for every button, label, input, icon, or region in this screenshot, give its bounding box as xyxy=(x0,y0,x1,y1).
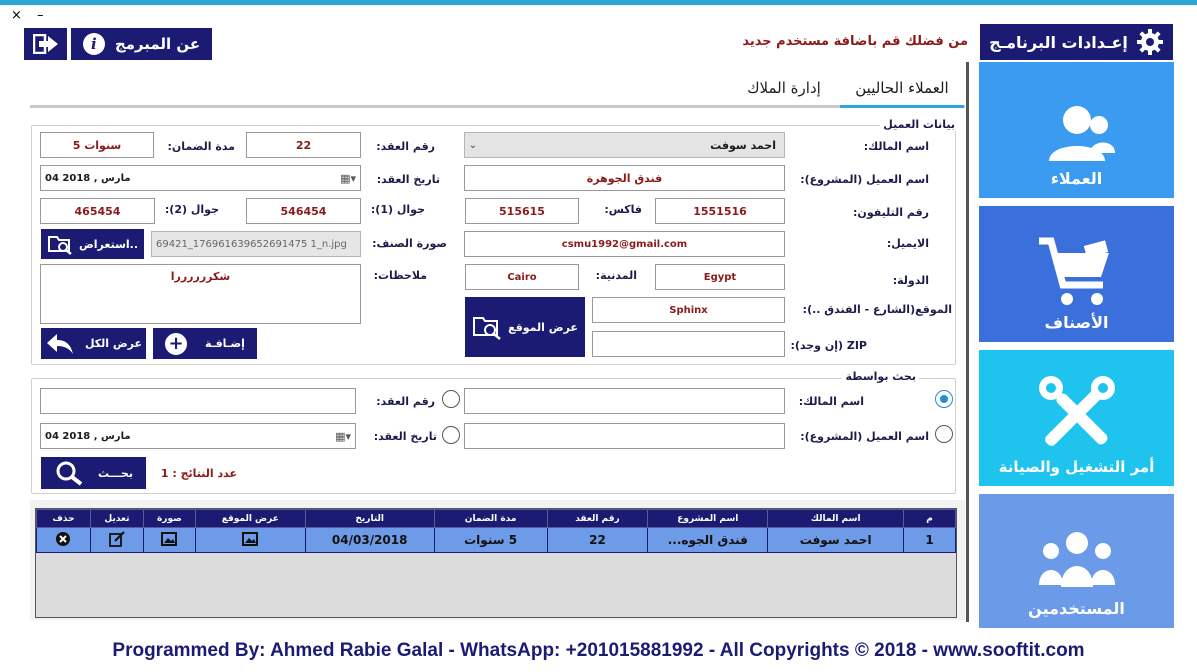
cell-show-location[interactable] xyxy=(195,528,305,553)
table-header-row xyxy=(37,510,956,528)
close-button[interactable]: × xyxy=(11,8,22,23)
mobile1-field[interactable]: 546454 xyxy=(246,198,361,224)
tab-owners[interactable]: إدارة الملاك xyxy=(747,79,821,97)
country-label: الدولة: xyxy=(892,274,929,287)
col-header-contract: رقم العقد xyxy=(547,510,648,528)
picture-icon xyxy=(242,532,258,546)
picture-icon xyxy=(161,532,177,546)
sidebar-divider xyxy=(966,62,969,622)
search-owner-label: اسم المالك: xyxy=(798,395,864,408)
country-field[interactable]: Egypt xyxy=(655,264,785,290)
undo-arrow-icon xyxy=(45,332,75,356)
col-header-warranty: مدة الضمان xyxy=(434,510,547,528)
contract-date-value: 04 مارس , 2018 xyxy=(45,172,131,184)
plus-icon: + xyxy=(165,333,187,355)
cell-edit[interactable] xyxy=(90,528,143,553)
add-label: إضـافـة xyxy=(205,337,245,350)
title-bar-accent xyxy=(0,0,1197,5)
project-field[interactable]: فندق الجوهرة xyxy=(464,165,785,191)
search-by-date-radio[interactable] xyxy=(442,426,460,444)
warranty-label: مدة الضمان: xyxy=(167,140,235,153)
show-all-button[interactable] xyxy=(41,328,146,359)
city-label: المدنية: xyxy=(595,269,637,282)
settings-label: إعـدادات البرنامـج xyxy=(989,32,1128,52)
mobile2-label: جوال (2): xyxy=(164,203,219,216)
search-label: بحـــث xyxy=(98,466,133,480)
notes-label: ملاحظات: xyxy=(373,269,427,282)
browse-image-button[interactable] xyxy=(41,229,144,259)
col-header-no: م xyxy=(904,510,956,528)
calendar-icon: ▦▾ xyxy=(340,171,356,185)
sidebar-item-maintenance[interactable] xyxy=(979,350,1174,486)
logout-button[interactable] xyxy=(24,28,67,60)
results-count: عدد النتائج : 1 xyxy=(160,467,237,480)
contract-no-label: رقم العقد: xyxy=(376,140,435,153)
sidebar-label-maintenance: أمر التشغيل والصيانة xyxy=(998,458,1155,476)
search-by-contract-no-radio[interactable] xyxy=(442,390,460,408)
cell-owner: احمد سوفت xyxy=(768,528,904,553)
zip-label: ZIP (إن وجد): xyxy=(790,339,867,352)
add-button[interactable] xyxy=(153,328,257,359)
owner-label: اسم المالك: xyxy=(863,140,929,153)
fax-field[interactable]: 515615 xyxy=(465,198,579,224)
folder-search-icon xyxy=(472,313,502,341)
folder-search-icon xyxy=(47,233,73,255)
footer-credits: Programmed By: Ahmed Rabie Galal - WhatsApp: +201015881992 - All Copyrights © 2018 - www.sooftit.com xyxy=(112,640,1085,661)
sidebar-label-items: الأصناف xyxy=(1044,313,1109,332)
search-project-field[interactable] xyxy=(464,423,785,449)
show-location-label: عرض الموقع xyxy=(508,320,578,334)
image-path-field: 69421_176961639652691475 1_n.jpg xyxy=(151,231,361,257)
location-label: الموقع(الشارع - الفندق ..): xyxy=(802,303,952,316)
results-table xyxy=(36,509,956,553)
search-contract-no-label: رقم العقد: xyxy=(376,395,435,408)
contract-date-picker[interactable] xyxy=(40,165,361,191)
table-row[interactable] xyxy=(37,528,956,553)
search-project-label: اسم العميل (المشروع): xyxy=(800,430,929,443)
sidebar-item-users[interactable] xyxy=(979,494,1174,628)
notice-text: من فضلك قم باضافة مستخدم جديد xyxy=(742,34,968,49)
phone-field[interactable]: 1551516 xyxy=(655,198,785,224)
cell-no: 1 xyxy=(904,528,956,553)
col-header-edit: تعديل xyxy=(90,510,143,528)
shopping-cart-icon xyxy=(1037,235,1117,311)
contract-date-label: تاريخ العقد: xyxy=(376,173,440,186)
about-label: عن المبرمج xyxy=(114,35,201,53)
browse-label: استعراض.. xyxy=(78,237,139,251)
cell-image[interactable] xyxy=(143,528,195,553)
settings-button[interactable] xyxy=(980,24,1173,60)
sidebar-item-items[interactable] xyxy=(979,206,1174,342)
search-icon xyxy=(54,460,84,486)
tools-icon xyxy=(1037,374,1117,454)
search-owner-field[interactable] xyxy=(464,388,785,414)
owner-select-value: احمد سوفت xyxy=(710,138,776,152)
col-header-owner: اسم المالك xyxy=(768,510,904,528)
users-icon xyxy=(1037,103,1117,163)
search-date-picker[interactable] xyxy=(40,423,356,449)
calendar-icon: ▦▾ xyxy=(335,429,351,443)
search-by-project-radio[interactable] xyxy=(935,425,953,443)
cell-contract: 22 xyxy=(547,528,648,553)
client-group-title: بيانات العميل xyxy=(880,118,958,131)
tab-current-clients[interactable]: العملاء الحاليين xyxy=(840,76,964,108)
sidebar-item-clients[interactable] xyxy=(979,62,1174,198)
email-label: الايميل: xyxy=(886,237,929,250)
search-date-value: 04 مارس , 2018 xyxy=(45,430,131,442)
search-group-title: بحث بواسطة xyxy=(842,370,919,383)
col-header-show-location: عرض الموقع xyxy=(195,510,305,528)
search-contract-no-field[interactable] xyxy=(40,388,356,414)
contract-no-field[interactable]: 22 xyxy=(246,132,361,158)
info-icon: i xyxy=(83,33,105,55)
zip-field[interactable] xyxy=(592,331,785,357)
project-label: اسم العميل (المشروع): xyxy=(800,173,929,186)
cell-date: 04/03/2018 xyxy=(305,528,434,553)
cell-project: فندق الجوه... xyxy=(648,528,768,553)
group-icon xyxy=(1037,529,1117,591)
email-field[interactable]: csmu1992@gmail.com xyxy=(464,231,785,257)
city-field[interactable]: Cairo xyxy=(465,264,579,290)
search-button[interactable] xyxy=(41,457,146,489)
gear-icon xyxy=(1136,28,1164,56)
tab-strip xyxy=(30,105,965,108)
col-header-delete: حذف xyxy=(37,510,91,528)
mobile2-field[interactable]: 465454 xyxy=(40,198,155,224)
show-location-button[interactable] xyxy=(465,297,585,357)
cell-delete[interactable] xyxy=(37,528,91,553)
location-field[interactable]: Sphinx xyxy=(592,297,785,323)
sidebar-label-users: المستخدمين xyxy=(1028,599,1125,618)
owner-select[interactable] xyxy=(464,132,785,158)
col-header-date: التاريخ xyxy=(305,510,434,528)
search-by-owner-radio[interactable] xyxy=(935,390,953,408)
warranty-field[interactable]: 5 سنوات xyxy=(40,132,154,158)
exit-icon xyxy=(33,34,59,54)
col-header-image: صورة xyxy=(143,510,195,528)
fax-label: فاكس: xyxy=(604,203,642,216)
image-label: صورة الصنف: xyxy=(372,237,447,250)
cell-warranty: 5 سنوات xyxy=(434,528,547,553)
about-programmer-button[interactable] xyxy=(71,28,212,60)
phone-label: رقم التليفون: xyxy=(853,206,929,219)
mobile1-label: جوال (1): xyxy=(370,203,425,216)
sidebar-label-clients: العملاء xyxy=(1050,169,1103,188)
search-date-label: تاريخ العقد: xyxy=(373,430,437,443)
show-all-label: عرض الكل xyxy=(84,337,143,350)
delete-icon xyxy=(55,531,71,547)
col-header-project: اسم المشروع xyxy=(648,510,768,528)
chevron-down-icon: ⌄ xyxy=(468,139,478,151)
edit-icon xyxy=(109,531,125,547)
minimize-button[interactable]: – xyxy=(37,8,44,23)
notes-field[interactable]: شكررررررا xyxy=(40,264,361,324)
results-grid xyxy=(35,508,957,618)
